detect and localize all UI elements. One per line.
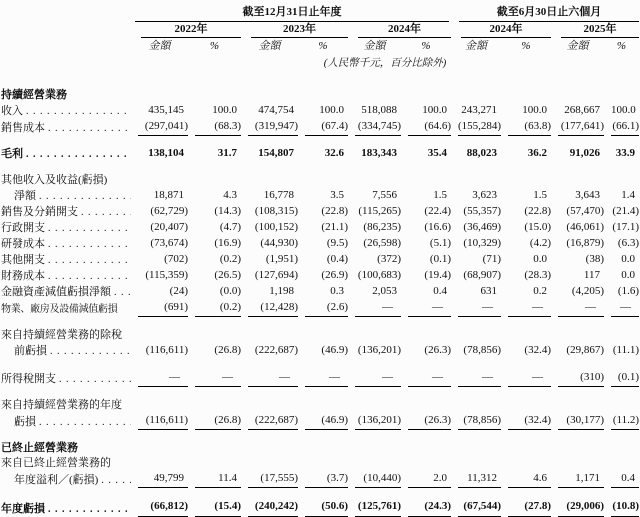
value-cell: 1,171 bbox=[551, 471, 604, 488]
table-row bbox=[1, 456, 639, 471]
value-cell: (24.3) bbox=[401, 499, 451, 517]
row-label: 其他收入及收益(虧損) bbox=[1, 174, 108, 186]
value-cell: 7,556 bbox=[372, 189, 397, 201]
value-cell: (17.1) bbox=[612, 221, 639, 233]
row-label: 財務成本 . . . bbox=[1, 268, 131, 284]
value-cell: — bbox=[298, 370, 348, 387]
row-label: 來自持續經營業務的除稅 bbox=[1, 329, 122, 341]
table-row bbox=[1, 146, 639, 162]
row-label: 淨額 . . . bbox=[1, 188, 131, 204]
table-row bbox=[1, 328, 639, 343]
empty-cell bbox=[131, 441, 639, 456]
value-cell: — bbox=[451, 300, 501, 317]
value-cell: (100,152) bbox=[254, 221, 298, 233]
value-cell: 49,799 bbox=[131, 471, 188, 488]
row-label: 毛利 . . . bbox=[1, 146, 131, 162]
value-cell: (27.8) bbox=[501, 499, 551, 517]
value-cell: — bbox=[348, 370, 401, 387]
year-2025-interim-header: 2025年 bbox=[551, 22, 639, 38]
value-cell: (1,951) bbox=[265, 253, 298, 265]
table-row bbox=[1, 398, 639, 413]
amount-subheader: 金額 bbox=[363, 40, 386, 52]
header-spacer-cell bbox=[1, 22, 131, 38]
value-cell: (62,729) bbox=[150, 205, 188, 217]
row-label: 行政開支 . . . bbox=[1, 220, 131, 236]
dot-leader bbox=[47, 344, 131, 359]
value-cell: — bbox=[401, 300, 451, 317]
value-cell: (22.8) bbox=[321, 205, 348, 217]
value-cell: (30,177) bbox=[551, 413, 604, 430]
value-cell: (26.9) bbox=[321, 269, 348, 281]
value-cell: (125,761) bbox=[348, 499, 401, 517]
value-cell: 11.4 bbox=[188, 471, 241, 488]
value-cell: 18,871 bbox=[153, 189, 184, 201]
row-label: 物業、廠房及設備減值虧損 bbox=[1, 304, 118, 315]
value-cell: (15.0) bbox=[524, 221, 551, 233]
value-cell: 4.3 bbox=[223, 189, 237, 201]
value-cell: 88,023 bbox=[466, 147, 497, 159]
value-cell: 0.0 bbox=[621, 269, 635, 281]
row-label: 所得稅開支 . . . bbox=[1, 370, 131, 387]
value-cell: (0.1) bbox=[429, 253, 451, 265]
value-cell: (0.2) bbox=[188, 300, 241, 317]
value-cell: (32.4) bbox=[524, 344, 551, 356]
value-cell: (68.3) bbox=[188, 119, 241, 136]
empty-cell bbox=[131, 398, 639, 413]
table-row bbox=[1, 268, 639, 284]
dot-leader bbox=[45, 269, 131, 284]
value-cell: (50.6) bbox=[298, 499, 348, 517]
value-cell: 16,778 bbox=[263, 189, 294, 201]
value-cell: (15.4) bbox=[188, 499, 241, 517]
year-2022-header: 2022年 bbox=[131, 22, 241, 38]
amount-subheader: 金額 bbox=[258, 40, 281, 52]
row-label: 來自持續經營業務的年度 bbox=[1, 399, 122, 411]
value-cell: (21.1) bbox=[321, 221, 348, 233]
value-cell: (19.4) bbox=[424, 269, 451, 281]
value-cell: (9.5) bbox=[326, 237, 348, 249]
spacer-row bbox=[1, 488, 639, 499]
value-cell: 3,623 bbox=[472, 189, 497, 201]
value-cell: 91,026 bbox=[569, 147, 600, 159]
row-label: 研發成本 . . . bbox=[1, 236, 131, 252]
value-cell: (2.6) bbox=[298, 300, 348, 317]
dot-leader bbox=[56, 372, 131, 387]
row-label: 虧損 . . . bbox=[1, 413, 131, 430]
value-cell: (372) bbox=[377, 253, 401, 265]
value-cell: 1.4 bbox=[621, 189, 635, 201]
value-cell: (78,856) bbox=[451, 413, 501, 430]
value-cell: (10,440) bbox=[348, 471, 401, 488]
row-label: 持續經營業務 bbox=[1, 89, 67, 101]
table-row bbox=[1, 119, 639, 136]
spacer-row bbox=[1, 136, 639, 146]
value-cell: (136,201) bbox=[357, 344, 401, 356]
percent-subheader: % bbox=[521, 40, 531, 52]
period-annual-label: 截至12月31日止年度 bbox=[242, 6, 342, 18]
percent-subheader: % bbox=[616, 40, 627, 52]
value-cell: (115,359) bbox=[145, 269, 188, 281]
value-cell: (222,687) bbox=[254, 344, 298, 356]
dot-leader bbox=[45, 253, 131, 268]
value-cell: 100.0 bbox=[212, 104, 237, 116]
value-cell: (44,930) bbox=[260, 237, 298, 249]
financial-table bbox=[1, 5, 639, 517]
value-cell: (116,611) bbox=[131, 413, 188, 430]
value-cell: 32.6 bbox=[324, 147, 344, 159]
value-cell: (127,694) bbox=[254, 269, 298, 281]
dot-leader bbox=[23, 104, 131, 119]
value-cell: (26.5) bbox=[214, 269, 241, 281]
value-cell: (222,687) bbox=[241, 413, 298, 430]
value-cell: (29,006) bbox=[551, 499, 604, 517]
value-cell: 2.0 bbox=[401, 471, 451, 488]
year-2024-interim-header: 2024年 bbox=[451, 22, 551, 38]
value-cell: 2,053 bbox=[372, 285, 397, 297]
value-cell: (68,907) bbox=[463, 269, 501, 281]
value-cell: — bbox=[501, 370, 551, 387]
table-row bbox=[1, 370, 639, 387]
value-cell: 0.4 bbox=[433, 285, 447, 297]
spacer-cell bbox=[1, 430, 639, 441]
spacer-cell bbox=[1, 359, 639, 370]
spacer-cell bbox=[1, 488, 639, 499]
value-cell: (26.3) bbox=[401, 413, 451, 430]
table-row bbox=[1, 103, 639, 119]
dot-leader bbox=[45, 502, 131, 517]
value-cell: (310) bbox=[551, 370, 604, 387]
value-cell: (67.4) bbox=[298, 119, 348, 136]
value-cell: 36.2 bbox=[527, 147, 547, 159]
value-cell: (26,598) bbox=[363, 237, 401, 249]
spacer-cell bbox=[1, 317, 639, 328]
value-cell: (240,242) bbox=[241, 499, 298, 517]
value-cell: 1.5 bbox=[433, 189, 447, 201]
table-row bbox=[1, 204, 639, 220]
value-cell: 435,145 bbox=[148, 104, 184, 116]
subheader-row bbox=[1, 38, 639, 54]
value-cell: (0.2) bbox=[219, 253, 241, 265]
value-cell: (57,470) bbox=[566, 205, 604, 217]
value-cell: (38) bbox=[585, 253, 604, 265]
value-cell: (4.2) bbox=[529, 237, 551, 249]
value-cell: 100.0 bbox=[611, 104, 636, 116]
value-cell: 117 bbox=[583, 269, 600, 281]
value-cell: (28.3) bbox=[524, 269, 551, 281]
value-cell: 154,807 bbox=[258, 147, 294, 159]
value-cell: 100.0 bbox=[422, 104, 447, 116]
value-cell: — bbox=[604, 300, 639, 317]
dot-leader bbox=[78, 205, 131, 220]
value-cell: (691) bbox=[131, 300, 188, 317]
value-cell: 243,271 bbox=[461, 104, 497, 116]
table-row bbox=[1, 413, 639, 430]
value-cell: (0.0) bbox=[219, 285, 241, 297]
value-cell: (46.9) bbox=[321, 344, 348, 356]
period-header-row bbox=[1, 5, 639, 22]
value-cell: (22.8) bbox=[524, 205, 551, 217]
spacer-cell bbox=[1, 162, 639, 173]
value-cell: (46,061) bbox=[566, 221, 604, 233]
value-cell: — bbox=[451, 370, 501, 387]
table-row bbox=[1, 188, 639, 204]
units-note: (人民幣千元，百分比除外) bbox=[323, 58, 447, 69]
percent-subheader: % bbox=[209, 40, 220, 52]
value-cell: 33.9 bbox=[615, 147, 635, 159]
value-cell: 0.4 bbox=[604, 471, 639, 488]
amount-subheader: 金額 bbox=[566, 40, 589, 52]
spacer-row bbox=[1, 72, 639, 88]
table-row bbox=[1, 471, 639, 488]
value-cell: 0.3 bbox=[330, 285, 344, 297]
period-group-interim bbox=[451, 5, 639, 22]
value-cell: (136,201) bbox=[348, 413, 401, 430]
value-cell: (63.8) bbox=[501, 119, 551, 136]
value-cell: (86,235) bbox=[363, 221, 401, 233]
dot-leader bbox=[45, 121, 131, 136]
value-cell: (177,641) bbox=[551, 119, 604, 136]
value-cell: 31.7 bbox=[217, 147, 237, 159]
value-cell: 474,754 bbox=[258, 104, 294, 116]
value-cell: (14.3) bbox=[214, 205, 241, 217]
value-cell: (100,683) bbox=[357, 269, 401, 281]
value-cell: 183,343 bbox=[361, 147, 397, 159]
value-cell: (11.1) bbox=[612, 344, 639, 356]
header-spacer-cell bbox=[1, 38, 131, 54]
value-cell: (36,469) bbox=[463, 221, 501, 233]
value-cell: — bbox=[501, 300, 551, 317]
value-cell: (297,041) bbox=[131, 119, 188, 136]
value-cell: — bbox=[188, 370, 241, 387]
value-cell: (21.4) bbox=[612, 205, 639, 217]
period-interim-label: 截至6月30日止六個月 bbox=[496, 6, 602, 18]
dot-leader bbox=[45, 237, 131, 252]
value-cell: 3.5 bbox=[330, 189, 344, 201]
value-cell: 631 bbox=[480, 285, 497, 297]
value-cell: (4.7) bbox=[219, 221, 241, 233]
row-label: 年度溢利／(虧損) . . . bbox=[1, 471, 131, 488]
value-cell: (116,611) bbox=[145, 344, 188, 356]
units-note-row bbox=[1, 54, 639, 72]
value-cell: — bbox=[131, 370, 188, 387]
value-cell: (5.1) bbox=[429, 237, 451, 249]
header-spacer-cell bbox=[1, 54, 131, 72]
value-cell: (64.6) bbox=[401, 119, 451, 136]
row-label: 其他開支 . . . bbox=[1, 252, 131, 268]
table-row bbox=[1, 284, 639, 300]
value-cell: (155,284) bbox=[451, 119, 501, 136]
table-row bbox=[1, 441, 639, 456]
dot-leader bbox=[98, 473, 131, 488]
value-cell: (17,555) bbox=[241, 471, 298, 488]
row-label: 前虧損 . . . bbox=[1, 343, 131, 359]
value-cell: (26.8) bbox=[188, 413, 241, 430]
amount-subheader: 金額 bbox=[465, 40, 487, 52]
value-cell: (78,856) bbox=[463, 344, 501, 356]
row-label: 收入 . . . bbox=[1, 103, 131, 119]
row-label: 銷售及分銷開支 . . . bbox=[1, 204, 131, 220]
value-cell: (71) bbox=[482, 253, 501, 265]
table-row bbox=[1, 252, 639, 268]
row-label: 年度虧損 . . . bbox=[1, 499, 131, 517]
spacer-row bbox=[1, 387, 639, 398]
value-cell: (4,205) bbox=[571, 285, 604, 297]
value-cell: (1.6) bbox=[617, 285, 639, 297]
value-cell: 0.0 bbox=[533, 253, 547, 265]
dot-leader bbox=[36, 189, 131, 204]
amount-subheader: 金額 bbox=[148, 40, 171, 52]
table-row bbox=[1, 300, 639, 317]
value-cell: (66.1) bbox=[604, 119, 639, 136]
year-2024-header: 2024年 bbox=[348, 22, 451, 38]
value-cell: (26.3) bbox=[424, 344, 451, 356]
empty-cell bbox=[131, 456, 639, 471]
year-header-row bbox=[1, 22, 639, 38]
table-row bbox=[1, 236, 639, 252]
value-cell: 11,312 bbox=[451, 471, 501, 488]
value-cell: (11.2) bbox=[604, 413, 639, 430]
value-cell: (16.6) bbox=[424, 221, 451, 233]
value-cell: — bbox=[551, 300, 604, 317]
year-2023-header: 2023年 bbox=[241, 22, 348, 38]
value-cell: (334,745) bbox=[348, 119, 401, 136]
percent-subheader: % bbox=[421, 40, 431, 52]
value-cell: 4.6 bbox=[501, 471, 551, 488]
value-cell: 268,667 bbox=[564, 104, 600, 116]
value-cell: (32.4) bbox=[501, 413, 551, 430]
value-cell: (702) bbox=[164, 253, 188, 265]
empty-cell bbox=[131, 88, 639, 103]
value-cell: 1,198 bbox=[269, 285, 294, 297]
value-cell: (46.9) bbox=[298, 413, 348, 430]
table-row bbox=[1, 220, 639, 236]
spacer-row bbox=[1, 430, 639, 441]
dot-leader bbox=[23, 147, 131, 162]
spacer-cell bbox=[1, 387, 639, 398]
value-cell: 35.4 bbox=[427, 147, 447, 159]
value-cell: (20,407) bbox=[150, 221, 188, 233]
value-cell: (55,357) bbox=[463, 205, 501, 217]
value-cell: (10,329) bbox=[463, 237, 501, 249]
spacer-cell bbox=[1, 136, 639, 146]
value-cell: (67,544) bbox=[451, 499, 501, 517]
empty-cell bbox=[131, 328, 639, 343]
value-cell: (16.9) bbox=[214, 237, 241, 249]
row-label: 已終止經營業務 bbox=[1, 442, 78, 454]
value-cell: (319,947) bbox=[241, 119, 298, 136]
value-cell: (0.4) bbox=[326, 253, 348, 265]
value-cell: (22.4) bbox=[424, 205, 451, 217]
value-cell: (29,867) bbox=[566, 344, 604, 356]
value-cell: 0.2 bbox=[533, 285, 547, 297]
value-cell: — bbox=[348, 300, 401, 317]
spacer-row bbox=[1, 162, 639, 173]
dot-leader bbox=[36, 415, 131, 430]
value-cell: (26.8) bbox=[214, 344, 241, 356]
value-cell: (24) bbox=[169, 285, 188, 297]
value-cell: (12,428) bbox=[241, 300, 298, 317]
spacer-row bbox=[1, 359, 639, 370]
value-cell: 1.5 bbox=[533, 189, 547, 201]
value-cell: (16,879) bbox=[566, 237, 604, 249]
row-label: 銷售成本 . . . bbox=[1, 119, 131, 136]
value-cell: 0.0 bbox=[621, 253, 635, 265]
value-cell: — bbox=[401, 370, 451, 387]
table-row bbox=[1, 499, 639, 517]
value-cell: 138,104 bbox=[148, 147, 184, 159]
value-cell: 518,088 bbox=[361, 104, 397, 116]
spacer-cell bbox=[1, 72, 639, 88]
spacer-row bbox=[1, 317, 639, 328]
value-cell: (0.1) bbox=[604, 370, 639, 387]
value-cell: (3.7) bbox=[298, 471, 348, 488]
value-cell: — bbox=[241, 370, 298, 387]
percent-subheader: % bbox=[318, 40, 328, 52]
row-label: 來自已終止經營業務的 bbox=[1, 457, 111, 469]
value-cell: 100.0 bbox=[522, 104, 547, 116]
value-cell: (66,812) bbox=[131, 499, 188, 517]
table-row bbox=[1, 343, 639, 359]
value-cell: (10.8) bbox=[604, 499, 639, 517]
period-group-annual bbox=[131, 5, 451, 22]
value-cell: (115,265) bbox=[358, 205, 401, 217]
value-cell: (73,674) bbox=[150, 237, 188, 249]
value-cell: 100.0 bbox=[319, 104, 344, 116]
header-spacer-cell bbox=[1, 5, 131, 22]
table-row bbox=[1, 88, 639, 103]
value-cell: (108,315) bbox=[254, 205, 298, 217]
table-row bbox=[1, 173, 639, 188]
empty-cell bbox=[131, 173, 639, 188]
dot-leader bbox=[45, 221, 131, 236]
table-body bbox=[1, 72, 639, 517]
row-label: 金融資產減值虧損淨額 . . . bbox=[1, 284, 131, 300]
value-cell: (6.3) bbox=[617, 237, 639, 249]
value-cell: 3,643 bbox=[575, 189, 600, 201]
dot-leader bbox=[111, 285, 131, 300]
